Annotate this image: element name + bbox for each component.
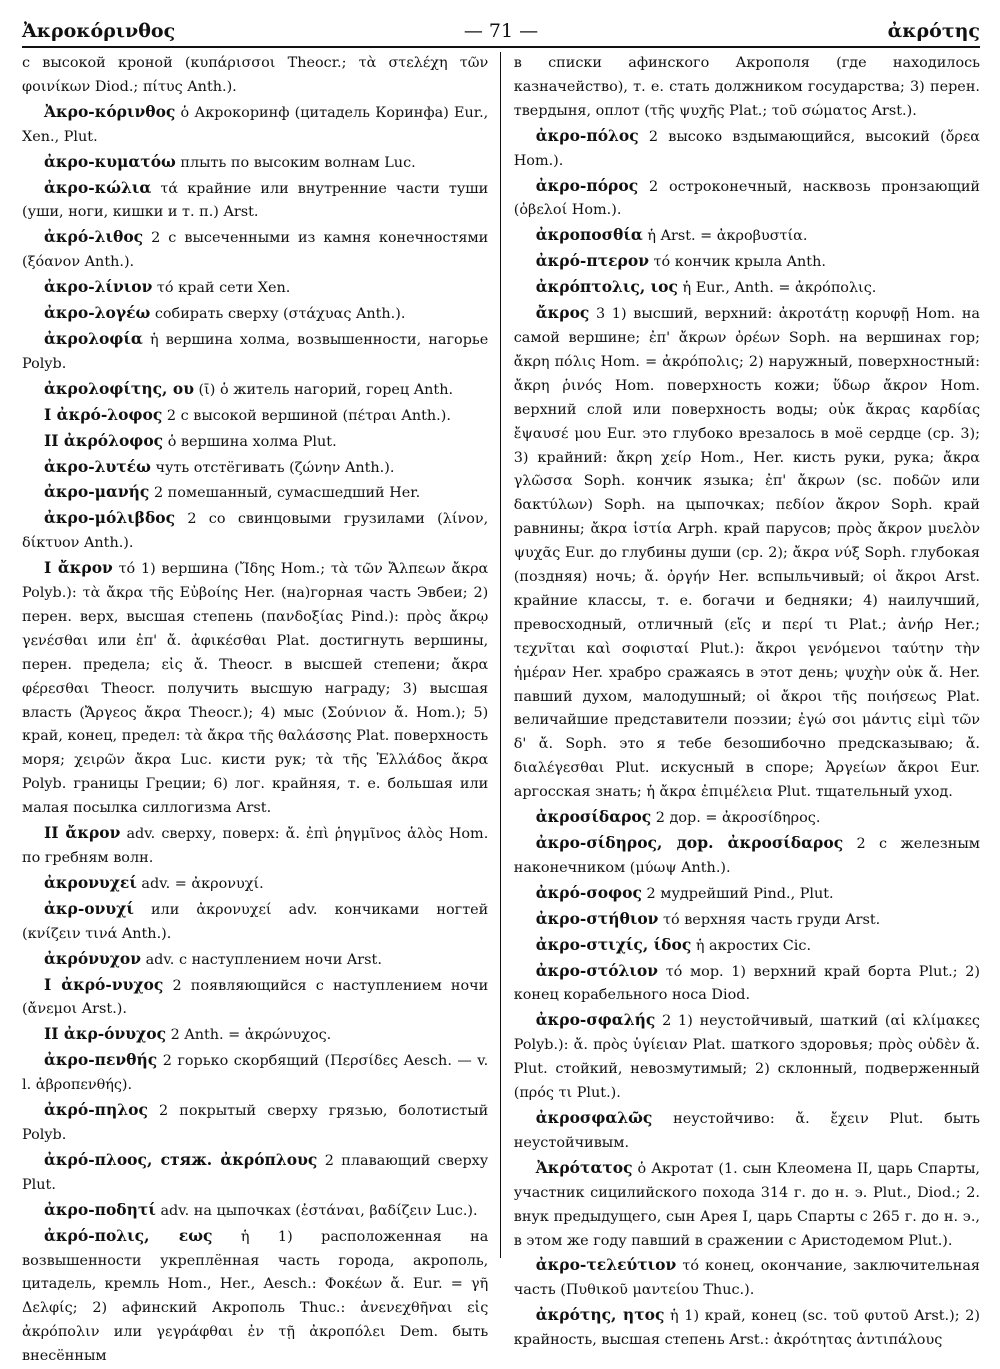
dictionary-entry — [514, 1253, 980, 1303]
dictionary-entry — [514, 805, 980, 831]
dictionary-entry — [22, 1148, 488, 1198]
entry-headword: ἀκρότης, ητος — [535, 1305, 665, 1325]
entry-definition: 2 1) неустойчивый, шаткий (αἱ κλίμακες Polyb.): ἄ. πρὸς ὑγίειαν Plat. шаткого здоровья; πρὸς οὐδὲν ἄ. Plut. стойкий, невозмутимый; 2) склонный, подверженный (πρός τι Plut.). — [513, 1013, 980, 1102]
dictionary-entry — [22, 947, 488, 973]
entry-definition: собирать сверху (στάχυας Anth.). — [154, 306, 406, 323]
entry-headword: ἀκρο-κυματόω — [44, 151, 176, 171]
dictionary-entry — [514, 223, 980, 249]
entry-definition: с высокой кроной (κυπάρισσοι Theocr.; τὰ στελέχη τῶν φοινίκων Diod.; πίτυς Anth.). — [22, 55, 489, 95]
dictionary-entry — [22, 100, 488, 150]
entry-headword: ἀκρο-τελεύτιον — [535, 1255, 677, 1275]
dictionary-entry — [22, 506, 488, 556]
entry-headword: ἀκροσίδαρος — [535, 807, 652, 827]
entry-headword: ἄκρος — [535, 303, 590, 323]
entry-headword: Ἀκρότατος — [535, 1157, 633, 1177]
entry-definition: 2 плавающий сверху Plut. — [22, 1152, 489, 1193]
dictionary-entry — [22, 429, 488, 455]
entry-headword: ἀκρο-πόλος — [535, 125, 639, 145]
entry-definition: 2 покрытый сверху грязью, болотистый Polyb. — [22, 1103, 489, 1143]
entry-definition: (ῑ) ὁ житель нагорий, горец Anth. — [198, 381, 454, 398]
dictionary-entry — [22, 897, 488, 947]
dictionary-entry — [514, 907, 980, 933]
entry-headword: ἀκρονυχεί — [44, 872, 137, 892]
dictionary-entry — [22, 275, 488, 301]
entry-headword: ἀκρό-πολις, εως — [44, 1225, 213, 1245]
entry-definition: 2 помешанный, сумасшедший Her. — [153, 485, 421, 502]
entry-definition: τό мор. 1) верхний край борта Plut.; 2) конец корабельного носа Diod. — [513, 963, 980, 1004]
dictionary-entry — [22, 327, 488, 377]
dictionary-entry — [514, 174, 980, 224]
entry-definition: ὁ Акротат (1. сын Клеомена II, царь Спарты, участник сицилийского похода 314 г. до н. э. Plut., Diod.; 2. внук предыдущего, сын Арея I, царь Спарты с 265 г. до н. э., в этом же году павший в сражении с Аристодемом Plut.). — [513, 1160, 980, 1249]
entry-headword: ἀκρο-μανής — [44, 482, 150, 502]
entry-headword: ἀκρο-σίδηρος, дор. ἀκροσίδαρος — [535, 833, 844, 852]
entry-definition: 2 горько скорбящий (Περσίδες Aesch. — v. l. ἁβροπενθής). — [22, 1053, 489, 1094]
dictionary-entry — [22, 1098, 488, 1148]
page-header — [22, 12, 980, 46]
dictionary-entry — [514, 933, 980, 959]
dictionary-entry — [514, 1156, 980, 1254]
dictionary-entry — [514, 1106, 980, 1156]
column-gap — [488, 52, 513, 1258]
dictionary-entry — [514, 831, 980, 881]
entry-definition: ἡ Eur., Anth. = ἀκρόπολις. — [682, 280, 877, 297]
entry-definition: ὁ вершина холма Plut. — [167, 433, 337, 450]
entry-definition: adv. = ἀκρονυχί. — [141, 875, 264, 892]
entry-definition: adv. на цыпочках (ἑστάναι, βαδίζειν Luc.). — [160, 1202, 478, 1219]
dictionary-entry — [22, 1198, 488, 1224]
entry-headword: I ἀκρό-νυχος — [44, 974, 164, 994]
entry-headword: ἀκρό-πλοος, стяж. ἀκρόπλους — [44, 1149, 318, 1169]
entry-headword: ἀκρο-στιχίς, ίδος — [535, 934, 692, 954]
dictionary-entry — [22, 821, 488, 871]
entry-headword: ἀκρο-λογέω — [44, 303, 151, 323]
entry-definition: τό конец, окончание, заключительная часть (Πυθικοῦ μαντείου Thuc.). — [513, 1258, 981, 1299]
entry-definition: 2 остроконечный, насквозь пронзающий (ὀβελοί Hom.). — [513, 178, 981, 219]
entry-headword: ἀκρο-πόρος — [535, 175, 639, 195]
header-last-entry: ἀκρότης — [887, 20, 980, 42]
columns — [22, 52, 981, 1365]
left-column — [22, 52, 489, 1365]
dictionary-entry — [514, 301, 980, 805]
dictionary-entry — [514, 249, 980, 275]
entry-definition: ἡ Arst. = ἀκροβυστία. — [647, 228, 808, 245]
dictionary-entry — [514, 275, 980, 301]
dictionary-entry — [22, 973, 488, 1023]
entry-definition: ἡ 1) расположенная на возвышенности укреплённая часть города, акрополь, цитадель, кремль Hom., Her., Aesch.: Φοκέων ἄ. Eur. = γῆ Δελφίς; 2) афинский Акрополь Thuc.: ἀνενεχθῆναι εἰς ἀκρόπολιν или γεγράφθαι ἐν τῇ ἀκροπόλει Dem. быть внесённым — [22, 1228, 489, 1365]
entry-headword: ἀκρο-μόλιβδος — [44, 508, 176, 528]
entry-definition: 2 дор. = ἀκροσίδηρος. — [655, 810, 821, 827]
entry-definition: τό верхняя часть груди Arst. — [663, 911, 881, 928]
entry-definition: 2 Anth. = ἀκρώνυχος. — [170, 1027, 332, 1044]
dictionary-entry — [22, 455, 488, 481]
dictionary-entry — [22, 1224, 488, 1369]
entry-headword: ἀκρο-πενθής — [44, 1050, 158, 1070]
entry-headword: I ἀκρό-λοφος — [44, 404, 163, 424]
dictionary-entry — [22, 52, 488, 100]
dictionary-entry — [22, 377, 488, 403]
entry-definition: 2 появляющийся с наступлением ночи (ἄνεμοι Arst.). — [22, 977, 489, 1018]
header-rule — [22, 46, 980, 48]
header-first-entry: Ἀκροκόρινθος — [22, 20, 176, 42]
entry-headword: ἀκρόνυχον — [44, 948, 141, 968]
entry-definition: ἡ 1) край, конец (sc. τοῦ φυτοῦ Arst.); 2) крайность, высшая степень Arst.: ἀκρότητας ἀντιπάλους — [513, 1308, 980, 1349]
entry-headword: II ἄκρον — [44, 823, 121, 843]
dictionary-entry — [22, 556, 488, 821]
entry-definition: 2 мудрейший Pind., Plut. — [646, 885, 834, 902]
entry-headword: ἀκρο-στήθιον — [535, 908, 659, 928]
entry-definition: неустойчиво: ἄ. ἔχειν Plut. быть неустойчивым. — [513, 1110, 980, 1151]
entry-headword: ἀκρολοφία — [44, 328, 143, 348]
entry-headword: ἀκρο-στόλιον — [535, 960, 659, 980]
dictionary-entry — [22, 1048, 488, 1098]
right-column — [513, 52, 981, 1349]
entry-headword: ἀκρο-λίνιον — [44, 277, 153, 297]
entry-definition: ἡ акростих Cic. — [695, 937, 812, 954]
entry-definition: в списки афинского Акрополя (где находилось казначейство), т. е. стать должником государства; 3) перен. твердыня, оплот (τῆς ψυχῆς Plat.; τοῦ σώματος Arst.). — [513, 55, 980, 119]
entry-headword: ἀκρο-ποδητί — [44, 1199, 156, 1219]
dictionary-entry — [514, 1303, 980, 1353]
entry-headword: ἀκρόπτολις, ιος — [535, 277, 678, 297]
entry-definition: плыть по высоким волнам Luc. — [180, 154, 416, 171]
dictionary-entry — [22, 176, 488, 226]
entry-definition: 3 1) высший, верхний: ἀκροτάτῃ κορυφῇ Hom. на самой вершине; ἐπ' ἄκρων ὀρέων Soph. на вершинах гор; ἄκρη πόλις Hom. = ἀκρόπολις; 2) наружный, поверхностный: ἄκρη ῥινός Hom. поверхность кожи; ὕδωρ ἄκρον Hom. верхний слой или поверхность воды; οὐκ ἄκρας καρδίας ἔψαυσέ μου Eur. это глубоко врезалось в моё сердце (ср. 3); 3) крайний: ἄκρη χείρ Hom., Her. кисть руки, рука; ἄκρα γλῶσσα Soph. кончик языка; ἐπ' ἄκρων (sc. ποδῶν или δακτύλων) Soph. на цыпочках; πεδίον ἄκρον Soph. край равнины; ἄκρα ἱστία Arph. край парусов; πρὸς ἄκρον μυελὸν ψυχᾶς Eur. до глубины души (ср. 2); ἄκρα νύξ Soph. глубокая (поздняя) ночь; ἄ. ὀργήν Her. вспыльчивый; οἱ ἄκροι Arst. крайние классы, т. е. богачи и бедняки; 4) наилучший, превосходный, отличный (εἴς и περί τι Plat.; ἀνήρ Her.; τεχνῖται καὶ σοφισταί Plut.): ἄκροι γενόμενοι ταύτην τὴν ἡμέραν Her. храбро сражаясь в этот день; ψυχὴν οὐκ ἄ. Her. павший духом, малодушный; οἱ ἄκροι τῆς ποιήσεως Plat. величайшие представители поэзии; ἐγώ σοι μάντις εἰμὶ τῶν δ' ἄ. Soph. это я тебе безошибочно предсказываю; ἄ. διαλέγεσθαι Plut. искусный в споре; Ἀργείων ἄκροι Eur. аргосская знать; ἡ ἄκρα ἐπιμέλεια Plut. тщательный уход. — [513, 306, 980, 801]
entry-headword: ἀκρό-σοφος — [535, 882, 642, 902]
dictionary-entry — [514, 52, 980, 124]
entry-headword: ἀκρο-λυτέω — [44, 456, 151, 476]
entry-definition: τό 1) вершина (Ἴδης Hom.; τὰ τῶν Ἄλπεων ἄκρα Polyb.): τὰ ἄκρα τῆς Εὐβοίης Her. (на)горная часть Эвбеи; 2) перен. верх, высшая степень (πανδοξίας Pind.): πρὸς ἄκρῳ γενέσθαι или ἐπ' ἄ. ἀφικέσθαι Plat. достигнуть вершины, перен. предела; εἰς ἄ. Theocr. в высшей степени; ἄκρα φέρεσθαι Theocr. получить высшую награду; 3) высшая власть (Ἄργεος ἄκρα Theocr.); 4) мыс (Σούνιον ἄ. Hom.); 5) край, конец, предел: τὰ ἄκρα τῆς θαλάσσης Plat. поверхность моря; χειρῶν ἄκρα Luc. кисти рук; τὰ τῆς Ἑλλάδος ἄκρα Polyb. границы Греции; 6) лог. крайняя, т. е. большая или малая посылка силлогизма Arst. — [22, 561, 489, 817]
dictionary-entry — [22, 301, 488, 327]
entry-definition: 2 с железным наконечником (μύωψ Anth.). — [513, 836, 980, 876]
entry-headword: ἀκρο-κώλια — [44, 177, 152, 197]
entry-headword: ἀκρολοφίτης, ου — [44, 378, 194, 398]
entry-definition: τό кончик крыла Anth. — [653, 254, 826, 271]
entry-definition: 2 со свинцовыми грузилами (λίνον, δίκτυον Anth.). — [22, 511, 489, 552]
dictionary-entry — [22, 871, 488, 897]
column-divider — [500, 52, 501, 1258]
dictionary-entry — [22, 225, 488, 275]
entry-headword: ἀκρο-σφαλής — [535, 1010, 656, 1030]
entry-definition: ὁ Акрокоринф (цитадель Коринфа) Eur., Xen., Plut. — [22, 104, 489, 145]
entry-definition: 2 высоко вздымающийся, высокий (ὄρεα Hom.). — [513, 128, 980, 169]
entry-definition: adv. сверху, поверх: ἄ. ἐπὶ ῥηγμῖνος ἁλὸς Hom. по гребням волн. — [22, 826, 489, 866]
entry-definition: чуть отстёгивать (ζώνην Anth.). — [155, 459, 395, 476]
entry-headword: ἀκρό-λιθος — [44, 227, 144, 247]
dictionary-entry — [514, 1008, 980, 1106]
entry-definition: ἡ вершина холма, возвышенности, нагорье Polyb. — [22, 331, 489, 372]
entry-definition: τό край сети Xen. — [156, 280, 291, 297]
entry-headword: I ἄκρον — [44, 558, 113, 578]
entry-headword: II ἀκρ-όνυχος — [44, 1024, 167, 1044]
dictionary-entry — [514, 959, 980, 1009]
entry-headword: ἀκρό-πτερον — [535, 251, 649, 271]
entry-headword: Ἀκρο-κόρινθος — [44, 101, 176, 121]
entry-definition: 2 с высеченными из камня конечностями (ξόανον Anth.). — [22, 230, 489, 271]
entry-definition: 2 с высокой вершиной (πέτραι Anth.). — [166, 407, 451, 424]
dictionary-entry — [22, 403, 488, 429]
dictionary-entry — [514, 124, 980, 174]
page-number: — 71 — — [463, 20, 539, 42]
entry-definition: τά крайние или внутренние части туши (уши, ноги, кишки и т. п.) Arst. — [22, 180, 489, 221]
dictionary-entry — [22, 150, 488, 176]
entry-headword: II ἀκρόλοφος — [44, 430, 164, 450]
dictionary-entry — [22, 480, 488, 506]
entry-definition: adv. с наступлением ночи Arst. — [145, 951, 382, 968]
entry-headword: ἀκροσφαλῶς — [535, 1107, 653, 1127]
entry-headword: ἀκροποσθία — [535, 225, 643, 245]
entry-headword: ἀκρ-ονυχί — [44, 898, 134, 918]
dictionary-entry — [22, 1022, 488, 1048]
entry-definition: или ἀκρονυχεί adv. кончиками ногтей (κνίζειν τινά Anth.). — [22, 901, 489, 942]
entry-headword: ἀκρό-πηλος — [44, 1100, 148, 1120]
dictionary-entry — [514, 881, 980, 907]
